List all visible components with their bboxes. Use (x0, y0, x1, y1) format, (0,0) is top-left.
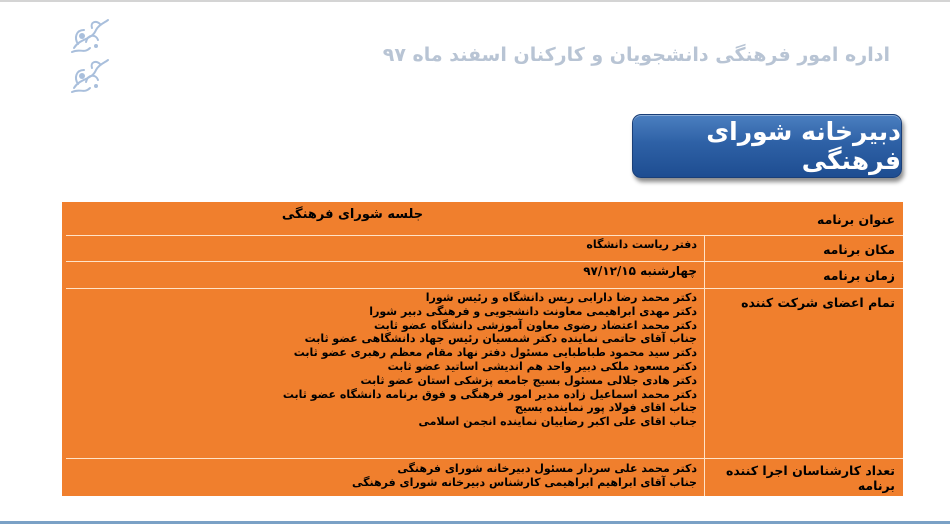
program-time-value: چهارشنبه ۹۷/۱۲/۱۵ (583, 264, 697, 278)
list-item: جناب آقای حاتمی نماینده دکتر شمسیان رئیس جهاد دانشگاهی عضو ثابت (304, 332, 697, 346)
row-label-place: مکان برنامه (823, 241, 895, 257)
column-divider (704, 262, 705, 288)
row-label-title: عنوان برنامه (817, 211, 895, 227)
table-row-staff (62, 459, 903, 496)
program-title-value: جلسه شورای فرهنگی (281, 207, 424, 222)
list-item: جناب آقای ابراهیم ابراهیمی کارشناس دبیرخانه شورای فرهنگی (351, 475, 697, 489)
row-label-staff: تعداد کارشناسان اجرا کننده برنامه (725, 462, 895, 493)
row-label-members: تمام اعضای شرکت کننده (741, 295, 895, 310)
column-divider (704, 289, 705, 458)
table-row-time (62, 262, 903, 288)
page-title: اداره امور فرهنگی دانشجویان و کارکنان اسفند ماه ۹۷ (382, 44, 890, 66)
staff-list (68, 459, 697, 496)
list-item: جناب اقای فولاد پور نماینده بسیج (514, 401, 697, 415)
list-item: دکتر محمد اسماعیل زاده مدیر امور فرهنگی و فوق برنامه دانشگاه عضو ثابت (282, 387, 697, 401)
row-label-time: زمان برنامه (823, 267, 895, 283)
table-row-title (62, 202, 903, 236)
list-item: دکتر مهدی ابراهیمی معاونت دانشجویی و فرهنگی دبیر شورا (369, 304, 697, 318)
top-border (0, 0, 950, 2)
cultural-council-secretariat-button[interactable]: دبیرخانه شورای فرهنگی (632, 114, 902, 178)
table-row-members (62, 289, 903, 458)
list-item: دکتر محمد رضا دارابی ریس دانشگاه و رئیس شورا (425, 291, 697, 304)
list-item: دکتر مسعود ملکی دبیر واحد هم اندیشی اساتید عضو ثابت (387, 359, 697, 373)
table-row-place (62, 236, 903, 262)
program-info-table (62, 202, 903, 496)
column-divider (704, 236, 705, 262)
members-list (68, 289, 697, 458)
floral-ornament-icon (66, 18, 112, 98)
list-item: دکتر محمد علی سردار مسئول دبیرخانه شورای فرهنگی (397, 462, 697, 475)
column-divider (704, 459, 705, 496)
list-item: دکتر هادی جلالی مسئول بسیج جامعه پزشکی استان عضو ثابت (360, 373, 697, 387)
list-item: جناب اقای علی اکبر رضاییان نماینده انجمن اسلامی (418, 415, 697, 429)
program-place-value: دفتر ریاست دانشگاه (586, 238, 697, 251)
list-item: دکتر سید محمود طباطبایی مسئول دفتر نهاد مقام معظم رهبری عضو ثابت (293, 346, 697, 360)
list-item: دکتر محمد اعتضاد رضوی معاون آموزشی دانشگاه عضو ثابت (374, 318, 697, 332)
